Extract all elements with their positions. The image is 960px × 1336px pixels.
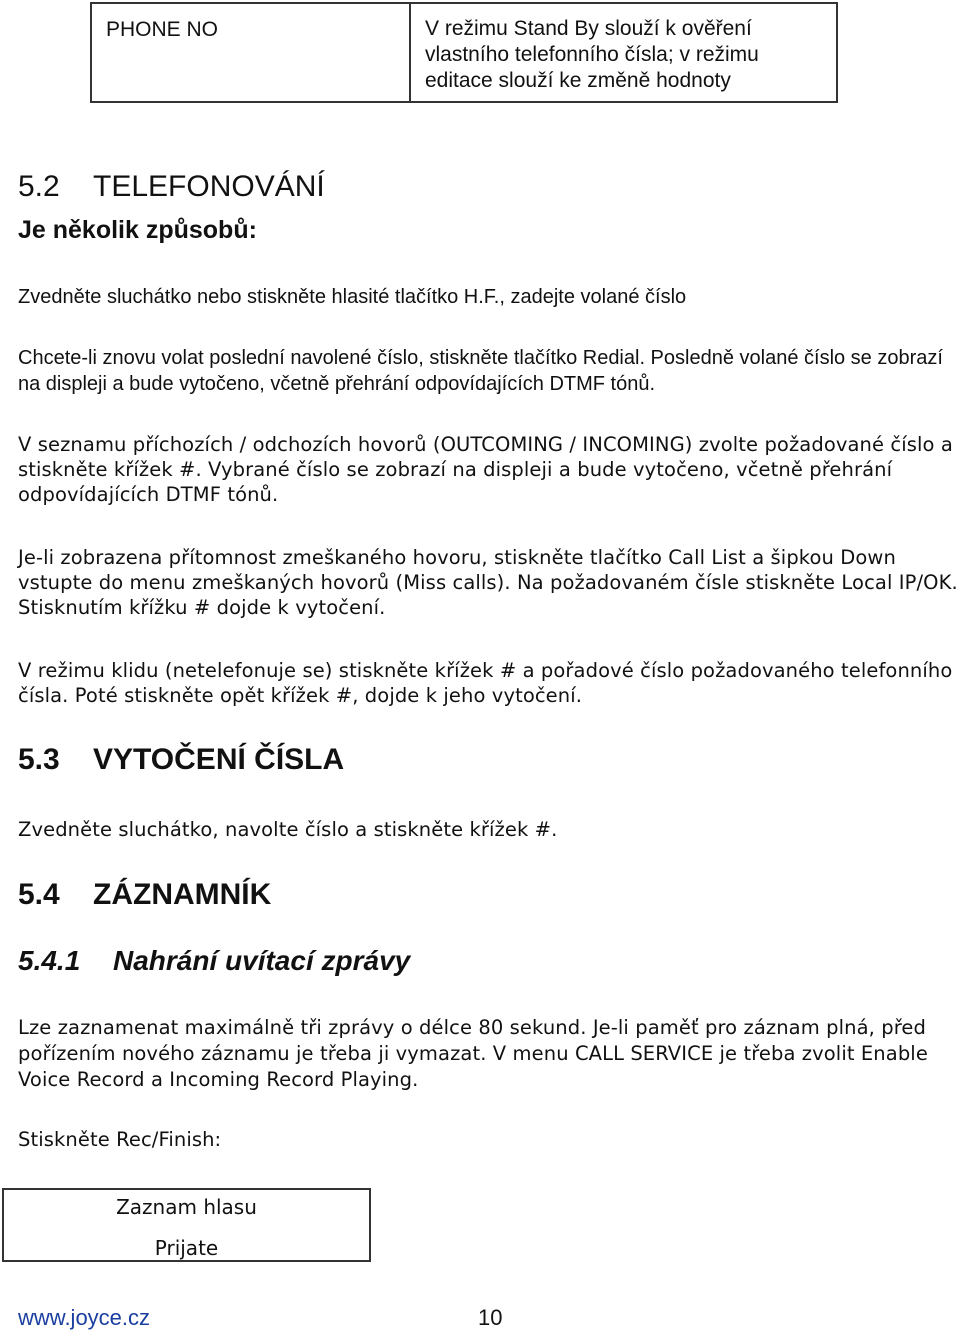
display-line-2: Prijate xyxy=(154,1236,219,1260)
paragraph-missed-calls: Je-li zobrazena přítomnost zmeškaného hovoru, stiskněte tlačítko Call List a šipkou Down vstupte do menu zmeškaných hovorů (Miss calls). Na požadovaném čísle stiskněte Local IP/OK. Stisknutím křížku # dojde k vytočení. xyxy=(18,546,958,619)
display-box xyxy=(2,1188,371,1262)
paragraph-press-rec: Stiskněte Rec/Finish: xyxy=(18,1128,222,1151)
table-divider xyxy=(409,4,411,101)
section-5-3-heading xyxy=(18,743,344,777)
section-number: 5.4 xyxy=(18,878,60,911)
section-5-4-heading xyxy=(18,878,271,912)
section-title: Nahrání uvítací zprávy xyxy=(113,945,411,976)
footer-website-link[interactable]: www.joyce.cz xyxy=(18,1305,151,1330)
paragraph-hf: Zvedněte sluchátko nebo stiskněte hlasité tlačítko H.F., zadejte volané číslo xyxy=(18,286,687,308)
section-title: VYTOČENÍ ČÍSLA xyxy=(93,743,345,776)
section-5-2-heading xyxy=(18,170,325,204)
section-subtitle: Je několik způsobů: xyxy=(18,216,257,244)
phone-no-table xyxy=(90,2,838,103)
table-key-cell: PHONE NO xyxy=(106,18,219,41)
table-value-cell: V režimu Stand By slouží k ověření vlastního telefonního čísla; v režimu editace slouží ke změně hodnoty xyxy=(425,17,759,92)
section-number: 5.3 xyxy=(18,743,60,776)
paragraph-record-limit: Lze zaznamenat maximálně tři zprávy o délce 80 sekund. Je-li paměť pro záznam plná, před pořízením nového záznamu je třeba ji vymazat. V menu CALL SERVICE je třeba zvolit Enable Voice Record a Incoming Record Playing. xyxy=(18,1016,928,1091)
section-title: ZÁZNAMNÍK xyxy=(93,878,272,911)
paragraph-redial: Chcete-li znovu volat poslední navolené číslo, stiskněte tlačítko Redial. Posledně volané číslo se zobrazí na displeji a bude vytočeno, včetně přehrání odpovídajících DTMF tónů. xyxy=(18,347,943,395)
paragraph-dial-number: Zvedněte sluchátko, navolte číslo a stiskněte křížek #. xyxy=(18,818,558,841)
section-number: 5.4.1 xyxy=(18,945,81,976)
section-5-4-1-heading xyxy=(18,945,410,977)
section-title: TELEFONOVÁNÍ xyxy=(93,170,325,203)
paragraph-call-list: V seznamu příchozích / odchozích hovorů (OUTCOMING / INCOMING) zvolte požadované číslo a stiskněte křížek #. Vybrané číslo se zobrazí na displeji a bude vytočeno, včetně přehrání odpovídajících DTMF tónů. xyxy=(18,433,953,506)
display-line-1: Zaznam hlasu xyxy=(116,1195,257,1219)
page-number: 10 xyxy=(478,1305,503,1330)
section-number: 5.2 xyxy=(18,170,60,203)
paragraph-idle-mode: V režimu klidu (netelefonuje se) stiskněte křížek # a pořadové číslo požadovaného telefonního čísla. Poté stiskněte opět křížek #, dojde k jeho vytočení. xyxy=(18,659,953,707)
